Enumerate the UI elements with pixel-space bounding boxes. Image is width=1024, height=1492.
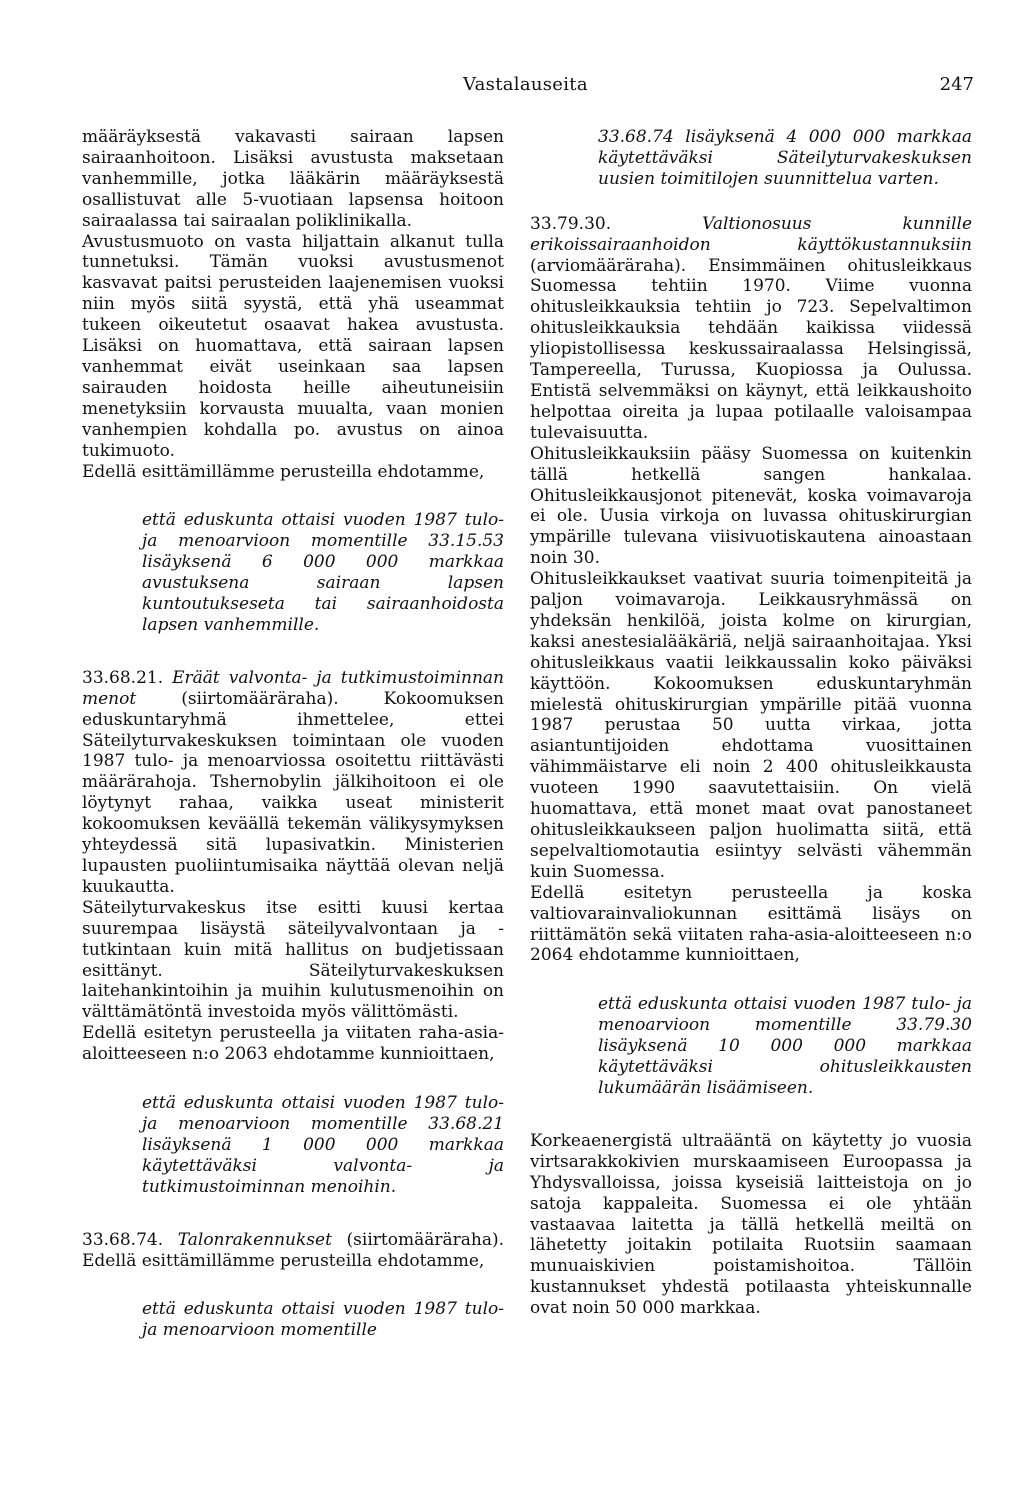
paragraph: Edellä esitetyn perusteella ja viitaten raha-asia-aloitteeseen n:o 2063 ehdotamme kunnioittaen, <box>82 1023 504 1065</box>
paragraph: Ohitusleikkauksiin pääsy Suomessa on kuitenkin tällä hetkellä sangen hankalaa. Ohitusleikkausjonot pitenevät, koska voimavaroja ei ole. Uusia virkoja on luvassa ohituskirurgian ympärille tulevana viisivuotiskautena ainoastaan noin 30. <box>530 443 972 569</box>
page-number: 247 <box>939 74 974 95</box>
item-number: 33.79.30. <box>530 213 612 234</box>
item-title: Eräät valvonta- ja tutkimustoiminnan menot <box>82 667 504 709</box>
paragraph: Edellä esittämillämme perusteilla ehdotamme, <box>82 461 485 482</box>
running-title: Vastalauseita <box>463 74 588 95</box>
motion-clause-continued: 33.68.74 lisäyksenä 4 000 000 markkaa käytettäväksi Säteilyturvakeskuksen uusien toimitilojen suunnittelua varten. <box>598 127 972 189</box>
budget-item <box>82 1230 504 1272</box>
item-title: Talonrakennukset <box>177 1229 332 1250</box>
budget-item <box>530 214 972 444</box>
item-title: Valtionosuus kunnille erikoissairaanhoidon käyttökustannuksiin <box>530 213 973 255</box>
item-text: (siirtomääräraha). Edellä esittämillämme perusteilla ehdotamme, <box>82 1229 504 1271</box>
paragraph: Säteilyturvakeskus itse esitti kuusi kertaa suurempaa lisäystä säteilyvalvontaan ja -tutkintaan kuin mitä hallitus on budjetissaan esittänyt. Säteilyturvakeskuksen laitehankintoihin ja muihin kulutusmenoihin on välttämätöntä investoida myös välittömästi. <box>82 897 504 1023</box>
item-text: (arviomääräraha). Ensimmäinen ohitusleikkaus Suomessa tehtiin 1970. Viime vuonna ohitusleikkauksia tehtiin jo 723. Sepelvaltimon ohitusleikkauksia tehdään kaikissa viidessä yliopistollisessa keskussairaalassa Helsingissä, Tampereella, Turussa, Kuopiossa ja Oulussa. Entistä selvemmäksi on käynyt, että leikkaushoito helpottaa oireita ja lupaa potilaalle valoisampaa tulevaisuutta. <box>530 255 972 443</box>
paragraph: Korkeaenergistä ultraääntä on käytetty jo vuosia virtsarakkokivien murskaamiseen Euroopassa ja Yhdysvalloissa, joissa kyseisiä laitteistoja on jo satoja kappaleita. Suomessa ei ole yhtään vastaavaa laitetta ja tällä hetkellä meiltä on lähetetty joitakin potilaita Ruotsiin saamaan munuaiskivien poistamishoitoa. Tällöin kustannukset yhdestä potilaasta yhteiskunnalle ovat noin 50 000 markkaa. <box>530 1130 972 1319</box>
left-column <box>82 127 504 1341</box>
item-number: 33.68.74. <box>82 1229 164 1250</box>
item-text: (siirtomääräraha). Kokoomuksen eduskuntaryhmä ihmettelee, ettei Säteilyturvakeskuksen toimintaan ole vuoden 1987 tulo- ja menoarviossa osoitettu riittävästi määrärahoja. Tshernobylin jälkihoitoon ei ole löytynyt rahaa, vaikka useat ministerit kokoomuksen keväällä tekemän välikysymyksen yhteydessä sitä lupasivatkin. Ministerien lupausten puoliintumisaika näyttää olevan neljä kuukautta. <box>82 688 505 897</box>
paragraph: Edellä esitetyn perusteella ja koska valtiovarainvaliokunnan esittämä lisäys on riittämätön sekä viitaten raha-asia-aloitteeseen n:o 2064 ehdotamme kunnioittaen, <box>530 882 972 966</box>
paragraph: määräyksestä vakavasti sairaan lapsen sairaanhoitoon. Lisäksi avustusta maksetaan vanhemmille, jotka lääkärin määräyksestä osallistuvat alle 5-vuotiaan lapsensa hoitoon sairaalassa tai sairaalan poliklinikalla. <box>82 127 504 231</box>
motion-clause: että eduskunta ottaisi vuoden 1987 tulo- ja menoarvioon momentille 33.15.53 lisäyksenä 6 000 000 markkaa avustuksena sairaan lapsen kuntoutukseseta tai sairaanhoidosta lapsen vanhemmille. <box>142 510 504 635</box>
page-header <box>0 74 1024 102</box>
paragraph: Avustusmuoto on vasta hiljattain alkanut tulla tunnetuksi. Tämän vuoksi avustusmenot kasvavat paitsi perusteiden laajenemisen vuoksi niin myös siitä syystä, että yhä useammat tukeen oikeutetut osaavat hakea avustusta. Lisäksi on huomattava, että sairaan lapsen vanhemmat eivät useinkaan saa lapsen sairauden hoidosta heille aiheutuneisiin menetyksiin korvausta muualta, vaan monien vanhempien kohdalla po. avustus on ainoa tukimuoto. <box>82 231 504 461</box>
paragraph: Ohitusleikkaukset vaativat suuria toimenpiteitä ja paljon voimavaroja. Leikkausryhmässä on yhdeksän henkilöä, joista kolme on kirurgian, kaksi anestesialääkäriä, neljä sairaanhoitajaa. Yksi ohitusleikkaus vaatii leikkaussalin koko päiväksi käyttöön. Kokoomuksen eduskuntaryhmän mielestä ohituskirurgian ympärille pitää vuonna 1987 perustaa 50 uutta virkaa, jotta asiantuntijoiden ehdottama vuosittainen vähimmäistarve eli noin 2 400 ohitusleikkausta vuoteen 1990 saavutettaisiin. On vielä huomattava, että monet maat ovat panostaneet ohitusleikkaukseen paljon huolimatta siitä, että sepelvaltiomotautia esiintyy selvästi vähemmän kuin Suomessa. <box>530 569 972 882</box>
right-column <box>530 127 972 1319</box>
item-number: 33.68.21. <box>82 667 164 688</box>
budget-item <box>82 668 504 898</box>
motion-clause: että eduskunta ottaisi vuoden 1987 tulo- ja menoarvioon momentille 33.68.21 lisäyksenä 1 000 000 markkaa käytettäväksi valvonta- ja tutkimustoiminnan menoihin. <box>142 1093 504 1197</box>
motion-clause: että eduskunta ottaisi vuoden 1987 tulo- ja menoarvioon momentille <box>142 1299 504 1341</box>
motion-clause: että eduskunta ottaisi vuoden 1987 tulo- ja menoarvioon momentille 33.79.30 lisäyksenä 10 000 000 markkaa käytettäväksi ohitusleikkausten lukumäärän lisäämiseen. <box>598 994 972 1098</box>
